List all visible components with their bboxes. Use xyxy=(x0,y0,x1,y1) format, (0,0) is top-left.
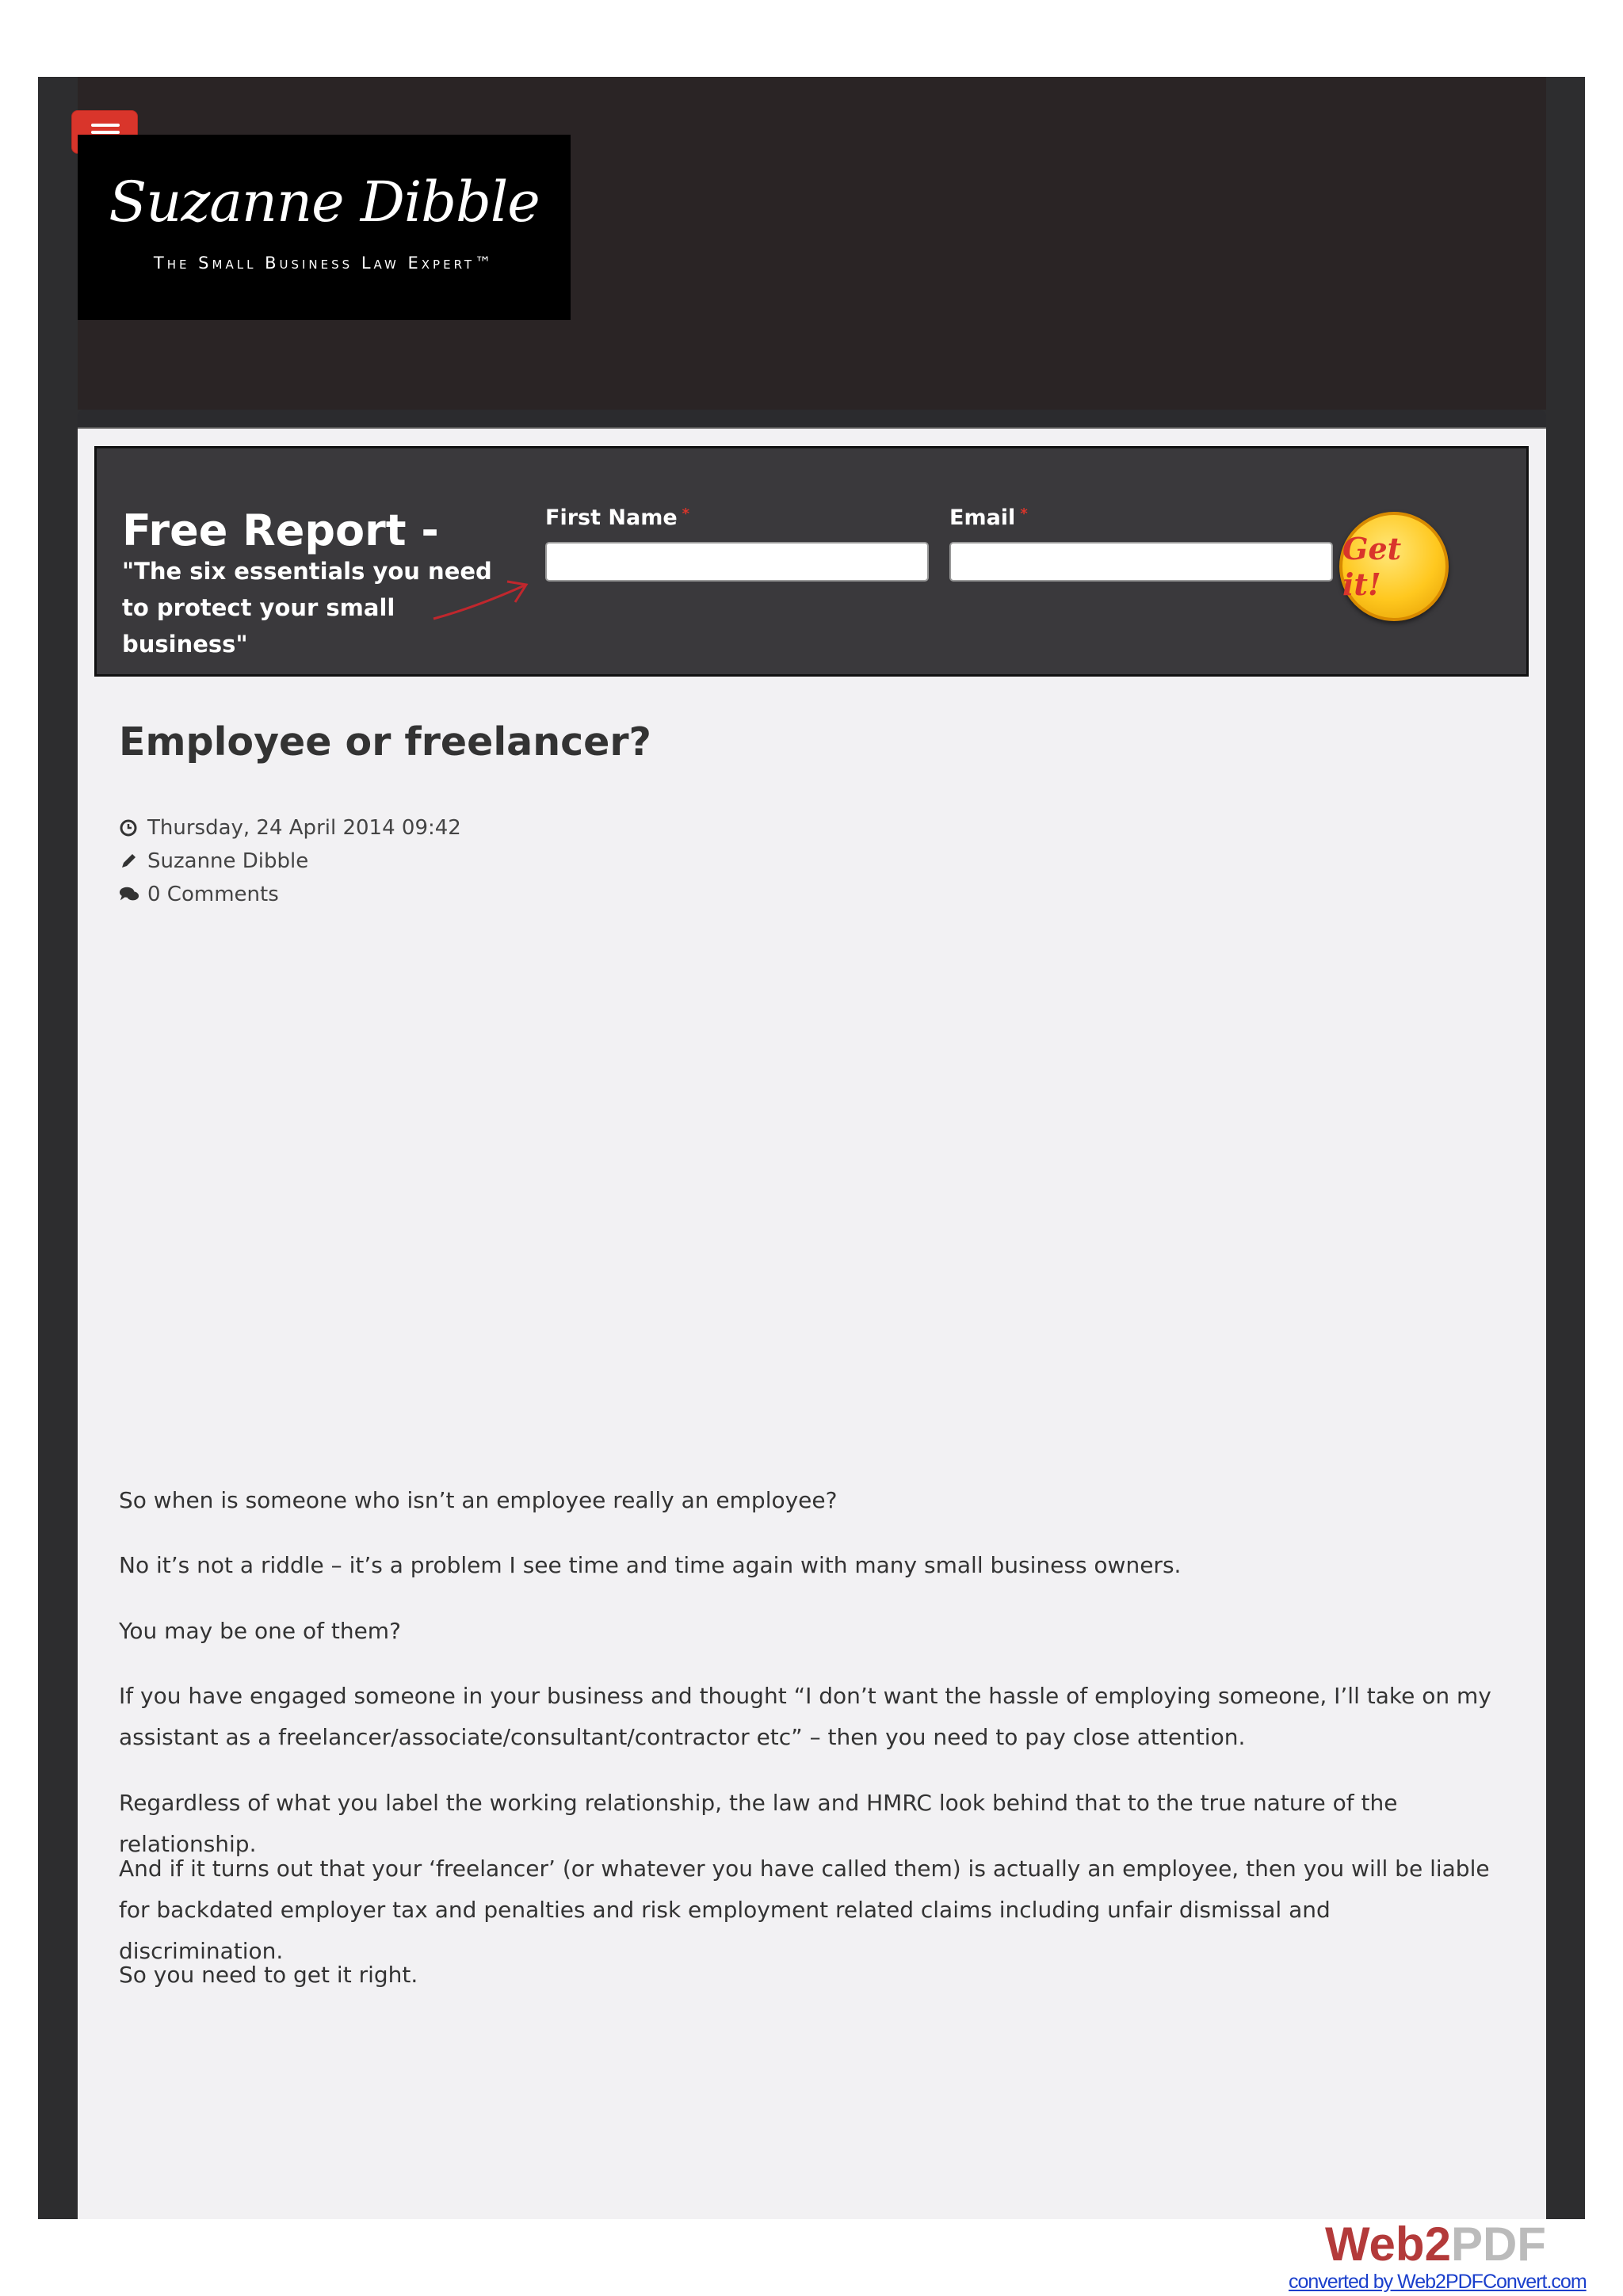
pencil-icon xyxy=(119,852,139,871)
watermark-logo: Web2PDF xyxy=(1325,2218,1546,2271)
logo-tagline: The Small Business Law Expert™ xyxy=(153,254,495,273)
arrow-icon xyxy=(430,575,533,631)
menu-icon-bar xyxy=(91,131,120,134)
article-paragraph: Regardless of what you label the working relationship, the law and HMRC look behind that to the true nature of the relationship. xyxy=(119,1790,1398,1857)
free-report-optin-form xyxy=(94,446,1529,677)
required-asterisk: * xyxy=(682,505,690,522)
article-date: Thursday, 24 April 2014 09:42 xyxy=(119,816,461,840)
email-label: Email * xyxy=(949,505,1028,530)
email-input[interactable] xyxy=(949,542,1333,582)
article-author: Suzanne Dibble xyxy=(119,849,308,873)
first-name-label: First Name * xyxy=(545,505,690,530)
comments-icon xyxy=(119,885,139,904)
article-title: Employee or freelancer? xyxy=(119,719,651,765)
article-comments[interactable]: 0 Comments xyxy=(119,883,279,906)
article-paragraph: No it’s not a riddle – it’s a problem I see time and time again with many small business owners. xyxy=(119,1552,1182,1578)
logo-name: Suzanne Dibble xyxy=(109,170,540,235)
watermark-link[interactable]: converted by Web2PDFConvert.com xyxy=(1289,2271,1587,2293)
get-it-button[interactable]: Get it! xyxy=(1339,512,1449,621)
required-asterisk: * xyxy=(1020,505,1028,522)
article-paragraph: You may be one of them? xyxy=(119,1618,401,1644)
article-paragraph: So when is someone who isn’t an employee really an employee? xyxy=(119,1487,838,1513)
optin-title: Free Report - xyxy=(122,505,439,555)
web2pdf-watermark xyxy=(1289,2217,1606,2296)
optin-subtitle: "The six essentials you need to protect your small business" xyxy=(122,558,492,658)
first-name-input[interactable] xyxy=(545,542,929,582)
menu-icon-bar xyxy=(91,124,120,127)
article-paragraph: And if it turns out that your ‘freelancer’ (or whatever you have called them) is actually an employee, then you will be liable for backdated employer tax and penalties and risk employment related claims including unfair dismissal and discrimination. xyxy=(119,1855,1490,1964)
site-logo[interactable] xyxy=(78,135,571,320)
article-paragraph: If you have engaged someone in your business and thought “I don’t want the hassle of employing someone, I’ll take on my assistant as a freelancer/associate/consultant/contractor etc” – then you need to pay close attention. xyxy=(119,1683,1491,1750)
nav-bar xyxy=(78,410,1546,429)
article-paragraph: So you need to get it right. xyxy=(119,1962,418,1988)
clock-icon xyxy=(119,818,139,837)
